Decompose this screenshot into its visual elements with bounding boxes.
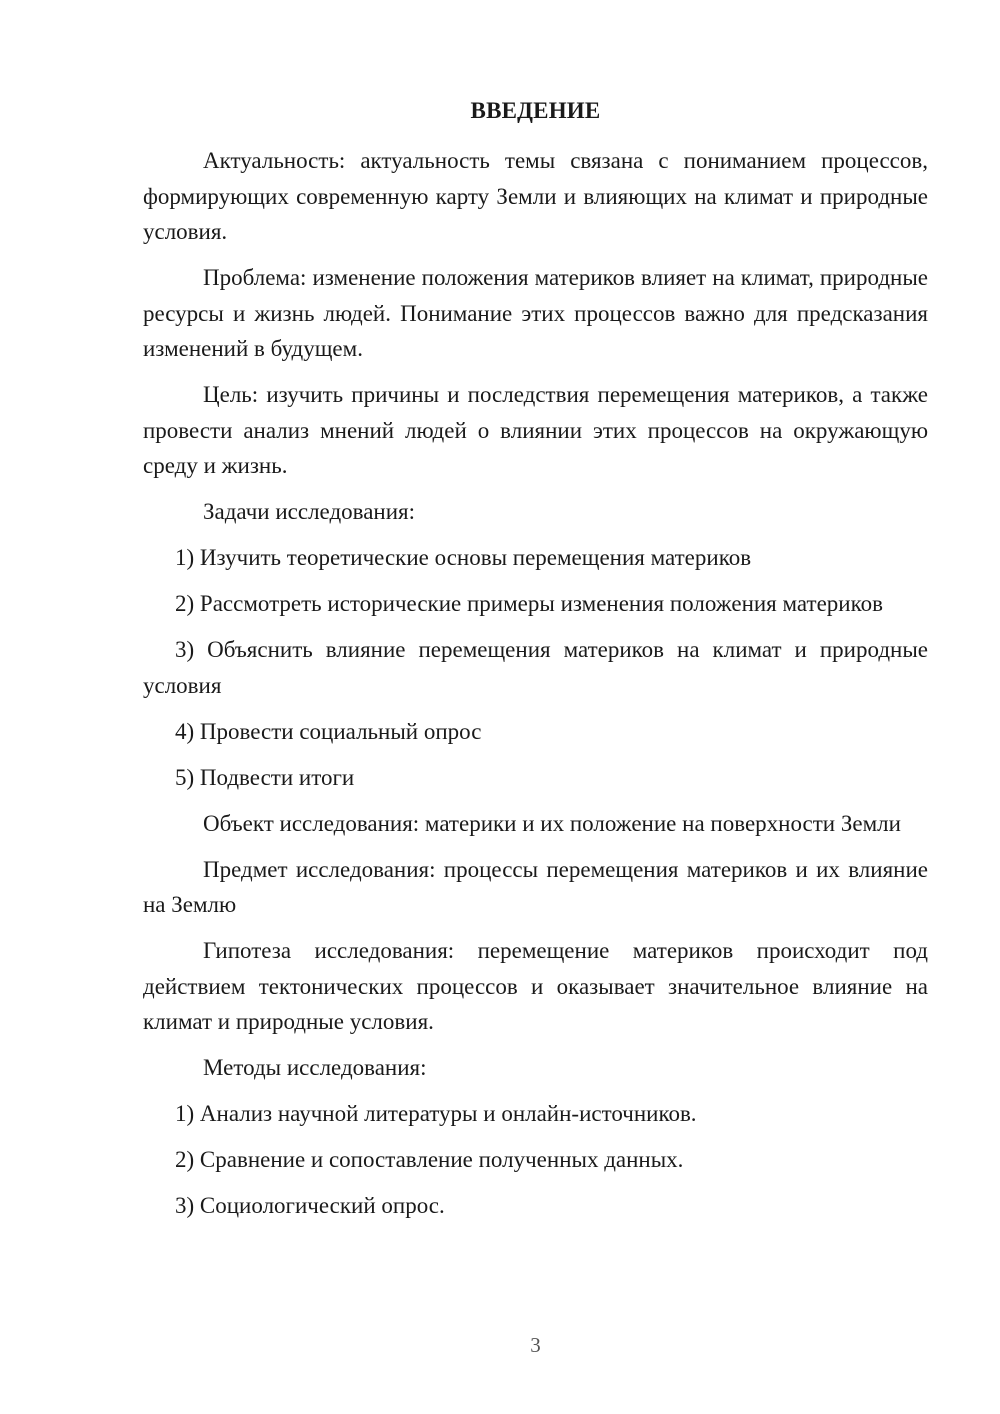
paragraph-methods-heading: Методы исследования: <box>203 1055 427 1080</box>
paragraph-goal: Цель: изучить причины и последствия перемещения материков, а также провести анализ мнений людей о влиянии этих процессов на окружающую среду и жизнь. <box>143 382 928 478</box>
paragraph-hypothesis: Гипотеза исследования: перемещение материков происходит под действием тектонических процессов и оказывает значительное влияние на климат и природные условия. <box>143 938 928 1034</box>
paragraph-object: Объект исследования: материки и их положение на поверхности Земли <box>203 810 901 836</box>
task-item-1: 1) Изучить теоретические основы перемещения материков <box>175 545 752 570</box>
paragraph-subject: Предмет исследования: процессы перемещения материков и их влияние на Землю <box>143 856 928 917</box>
document-body <box>143 143 928 1234</box>
paragraph-relevance: Актуальность: актуальность темы связана с пониманием процессов, формирующих современную карту Земли и влияющих на климат и природные условия. <box>143 148 928 244</box>
task-item-5: 5) Подвести итоги <box>175 764 355 790</box>
method-item-3: 3) Социологический опрос. <box>175 1193 445 1218</box>
task-item-3: 3) Объяснить влияние перемещения материков на климат и природные условия <box>143 637 928 698</box>
task-item-2: 2) Рассмотреть исторические примеры изменения положения материков <box>175 591 883 616</box>
document-page <box>143 0 928 1414</box>
method-item-1: 1) Анализ научной литературы и онлайн-источников. <box>175 1101 697 1126</box>
method-item-2: 2) Сравнение и сопоставление полученных данных. <box>175 1147 684 1172</box>
task-item-4: 4) Провести социальный опрос <box>175 718 482 744</box>
paragraph-tasks-heading: Задачи исследования: <box>203 499 416 524</box>
section-title: ВВЕДЕНИЕ <box>470 98 601 123</box>
paragraph-problem: Проблема: изменение положения материков влияет на климат, природные ресурсы и жизнь людей. Понимание этих процессов важно для предсказания изменений в будущем. <box>143 265 928 361</box>
page-number: 3 <box>530 1333 541 1357</box>
